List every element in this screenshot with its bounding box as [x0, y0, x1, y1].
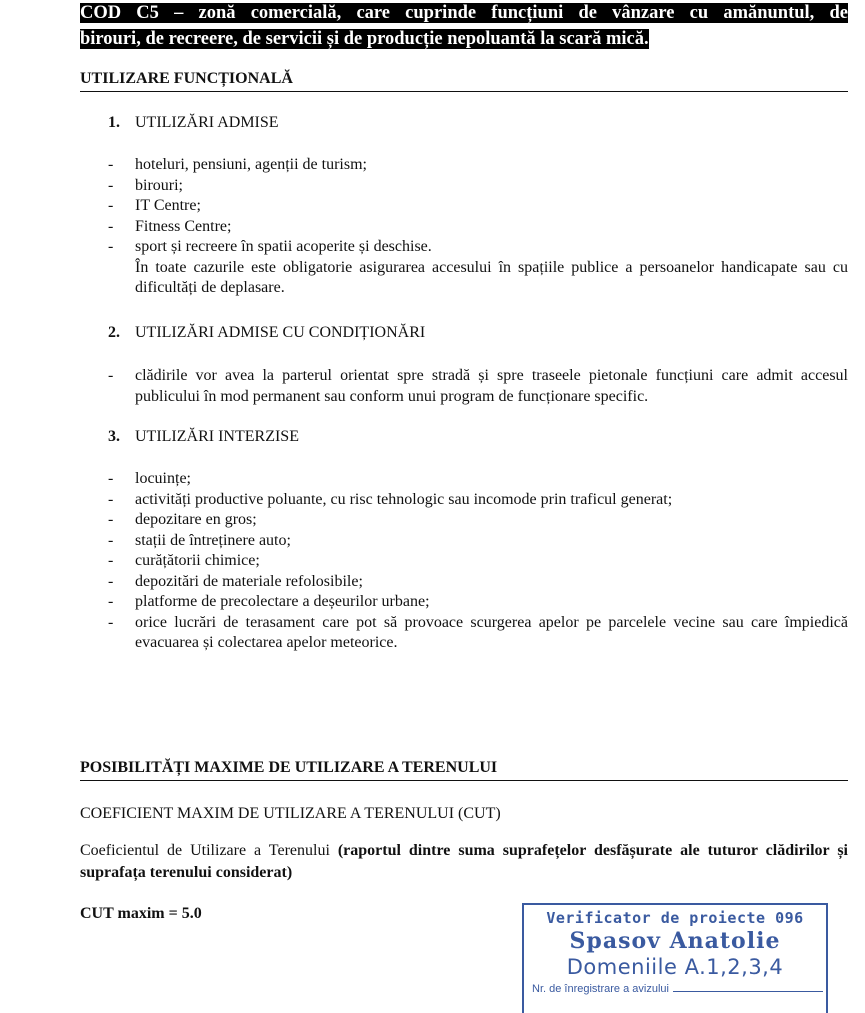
- stamp-domains: Domeniile A.1,2,3,4: [566, 955, 784, 979]
- conditional-uses-list: [108, 366, 848, 407]
- cut-definition: [80, 840, 848, 884]
- list-item: - orice lucrări de terasament care pot să provoace scurgerea apelor pe parcelele vecine sau care împiedică evacuarea și colectarea apelor meteorice.: [108, 613, 848, 651]
- subsection-heading-forbidden: [108, 428, 299, 446]
- subsection-heading-admitted: [108, 114, 279, 132]
- stamp-verifier-line: Verificator de proiecte 096: [546, 909, 804, 927]
- list-item: - curățătorii chimice;: [108, 552, 260, 569]
- registration-blank-line: [673, 991, 823, 992]
- list-item: - locuințe;: [108, 470, 191, 487]
- list-item: - depozitare en gros;: [108, 511, 257, 528]
- verifier-stamp: [522, 903, 828, 1013]
- accessibility-note: În toate cazurile este obligatorie asigurarea accesului în spațiile publice a persoanelor handicapate sau cu dificultăți de deplasare.: [135, 258, 848, 296]
- list-item: - clădirile vor avea la parterul orientat spre stradă și spre traseele pietonale funcțiuni care admit accesul publicului în mod permanent sau conform unui program de funcționare specific.: [108, 367, 848, 405]
- section-heading-max-land-use: POSIBILITĂȚI MAXIME DE UTILIZARE A TERENULUI: [80, 759, 848, 781]
- section-heading-functional-use: UTILIZARE FUNCȚIONALĂ: [80, 70, 848, 92]
- cut-definition-bold: (raportul dintre suma suprafețelor desfășurate ale tuturor clădirilor și suprafața terenului considerat): [80, 842, 849, 881]
- zone-title-line-2: birouri, de recreere, de servicii și de producție nepoluantă la scară mică.: [80, 29, 649, 49]
- subsection-number: 1.: [108, 114, 120, 131]
- subsection-title: UTILIZĂRI ADMISE CU CONDIȚIONĂRI: [135, 324, 426, 341]
- cut-definition-text: Coeficientul de Utilizare a Terenului: [80, 842, 338, 859]
- list-item: - hoteluri, pensiuni, agenții de turism;: [108, 156, 367, 173]
- stamp-registration: Nr. de înregistrare a avizului: [524, 983, 826, 995]
- list-item: - IT Centre;: [108, 197, 201, 214]
- subsection-number: 2.: [108, 324, 120, 341]
- list-item: - Fitness Centre;: [108, 217, 232, 235]
- cut-subheading: COEFICIENT MAXIM DE UTILIZARE A TERENULUI (CUT): [80, 805, 501, 822]
- list-item: - birouri;: [108, 176, 183, 194]
- list-item: - platforme de precolectare a deșeurilor urbane;: [108, 593, 430, 610]
- list-item: - depozitări de materiale refolosibile;: [108, 572, 363, 590]
- list-item: - stații de întreținere auto;: [108, 531, 291, 549]
- zone-title-line-1: COD C5 – zonă comercială, care cuprinde funcțiuni de vânzare cu amănuntul, de: [80, 3, 848, 23]
- cut-max-value: CUT maxim = 5.0: [80, 905, 202, 922]
- subsection-title: UTILIZĂRI ADMISE: [135, 114, 279, 131]
- forbidden-uses-list: [108, 469, 848, 654]
- subsection-heading-conditional: [108, 324, 425, 342]
- stamp-name: Spasov Anatolie: [569, 928, 781, 954]
- zone-title: [80, 0, 848, 52]
- subsection-number: 3.: [108, 428, 120, 445]
- subsection-title: UTILIZĂRI INTERZISE: [135, 428, 299, 445]
- list-item: - sport și recreere în spatii acoperite și deschise. În toate cazurile este obligatorie asigurarea accesului în spațiile publice a persoanelor handicapate sau cu dificultăți de deplasare.: [108, 237, 848, 299]
- list-item: - activități productive poluante, cu risc tehnologic sau incomode prin traficul generat;: [108, 490, 673, 508]
- admitted-uses-list: [108, 155, 848, 299]
